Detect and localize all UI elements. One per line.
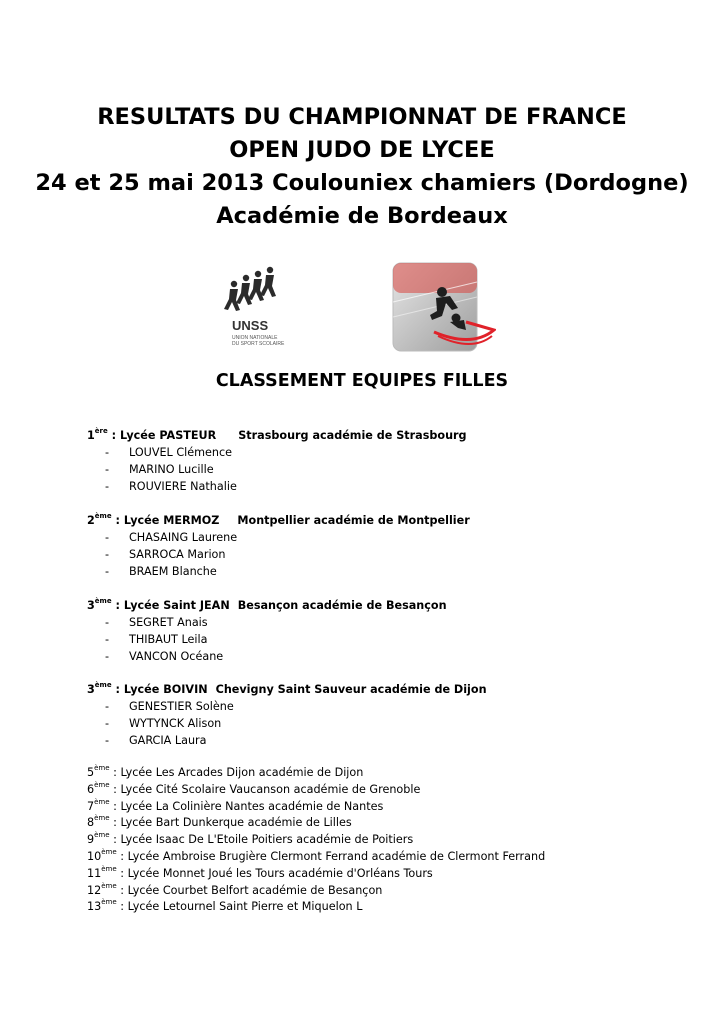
team-block-1 <box>87 427 467 495</box>
member-list <box>87 444 467 495</box>
list-item: - CHASAING Laurene <box>87 529 470 546</box>
school-name: : Lycée MERMOZ <box>111 514 220 527</box>
school-location: Besançon académie de Besançon <box>237 599 447 612</box>
rank-number: 2 <box>87 514 95 527</box>
team-heading <box>87 681 487 698</box>
unss-logo-sub2: DU SPORT SCOLAIRE <box>232 341 285 347</box>
school-location: Chevigny Saint Sauveur académie de Dijon <box>215 683 487 696</box>
school-name: : Lycée BOIVIN <box>111 683 208 696</box>
list-item: - MARINO Lucille <box>87 461 467 478</box>
title-line-4: Académie de Bordeaux <box>216 203 508 229</box>
team-block-4 <box>87 681 487 749</box>
rank-suffix: ème <box>94 512 112 520</box>
list-item: 8ème : Lycée Bart Dunkerque académie de Lilles <box>87 814 352 830</box>
member-list <box>87 698 487 749</box>
team-block-3 <box>87 597 447 665</box>
list-item: - BRAEM Blanche <box>87 563 470 580</box>
school-location: Montpellier académie de Montpellier <box>237 514 470 527</box>
list-item: 11ème : Lycée Monnet Joué les Tours académie d'Orléans Tours <box>87 864 433 880</box>
school-location: Strasbourg académie de Strasbourg <box>238 429 467 442</box>
list-item: - GENESTIER Solène <box>87 698 487 715</box>
school-name: : Lycée Saint JEAN <box>111 599 230 612</box>
unss-logo-text: UNSS <box>232 318 269 333</box>
title-line-3: 24 et 25 mai 2013 Coulouniex chamiers (Dordogne) <box>35 170 689 196</box>
list-item: 12ème : Lycée Courbet Belfort académie de Besançon <box>87 881 383 897</box>
rank-number: 1 <box>87 429 95 442</box>
rank-suffix: ème <box>94 597 112 605</box>
title-line-2: OPEN JUDO DE LYCEE <box>229 137 495 163</box>
rank-number: 3 <box>87 683 95 696</box>
list-item: - ROUVIERE Nathalie <box>87 478 467 495</box>
list-item: - WYTYNCK Alison <box>87 715 487 732</box>
member-list <box>87 614 447 665</box>
team-heading <box>87 427 467 444</box>
list-item: - SEGRET Anais <box>87 614 447 631</box>
rank-suffix: ème <box>94 681 112 689</box>
team-block-2 <box>87 512 470 580</box>
school-name: : Lycée PASTEUR <box>107 429 217 442</box>
section-title: CLASSEMENT EQUIPES FILLES <box>215 371 509 391</box>
list-item: 7ème : Lycée La Colinière Nantes académie de Nantes <box>87 797 384 813</box>
title-line-1: RESULTATS DU CHAMPIONNAT DE FRANCE <box>97 104 627 130</box>
list-item: 6ème : Lycée Cité Scolaire Vaucanson académie de Grenoble <box>87 780 421 796</box>
list-item: 10ème : Lycée Ambroise Brugière Clermont Ferrand académie de Clermont Ferrand <box>87 847 546 863</box>
list-item: 9ème : Lycée Isaac De L'Etoile Poitiers académie de Poitiers <box>87 831 414 847</box>
member-list <box>87 529 470 580</box>
list-item: - VANCON Océane <box>87 648 447 665</box>
list-item: - GARCIA Laura <box>87 732 487 749</box>
rank-suffix: ère <box>94 427 108 435</box>
list-item: - SARROCA Marion <box>87 546 470 563</box>
list-item: 5ème : Lycée Les Arcades Dijon académie de Dijon <box>87 764 364 779</box>
rank-number: 3 <box>87 599 95 612</box>
document-title <box>0 101 724 233</box>
unss-logo-sub1: UNION NATIONALE <box>232 335 278 341</box>
other-rankings-list <box>87 765 545 916</box>
team-heading <box>87 512 470 529</box>
list-item: 13ème : Lycée Letournel Saint Pierre et Miquelon L <box>87 898 363 914</box>
logos-row <box>0 258 724 358</box>
list-item: - LOUVEL Clémence <box>87 444 467 461</box>
unss-logo <box>220 258 295 350</box>
team-heading <box>87 597 447 614</box>
judo-pictogram-logo <box>392 262 496 352</box>
list-item: - THIBAUT Leila <box>87 631 447 648</box>
